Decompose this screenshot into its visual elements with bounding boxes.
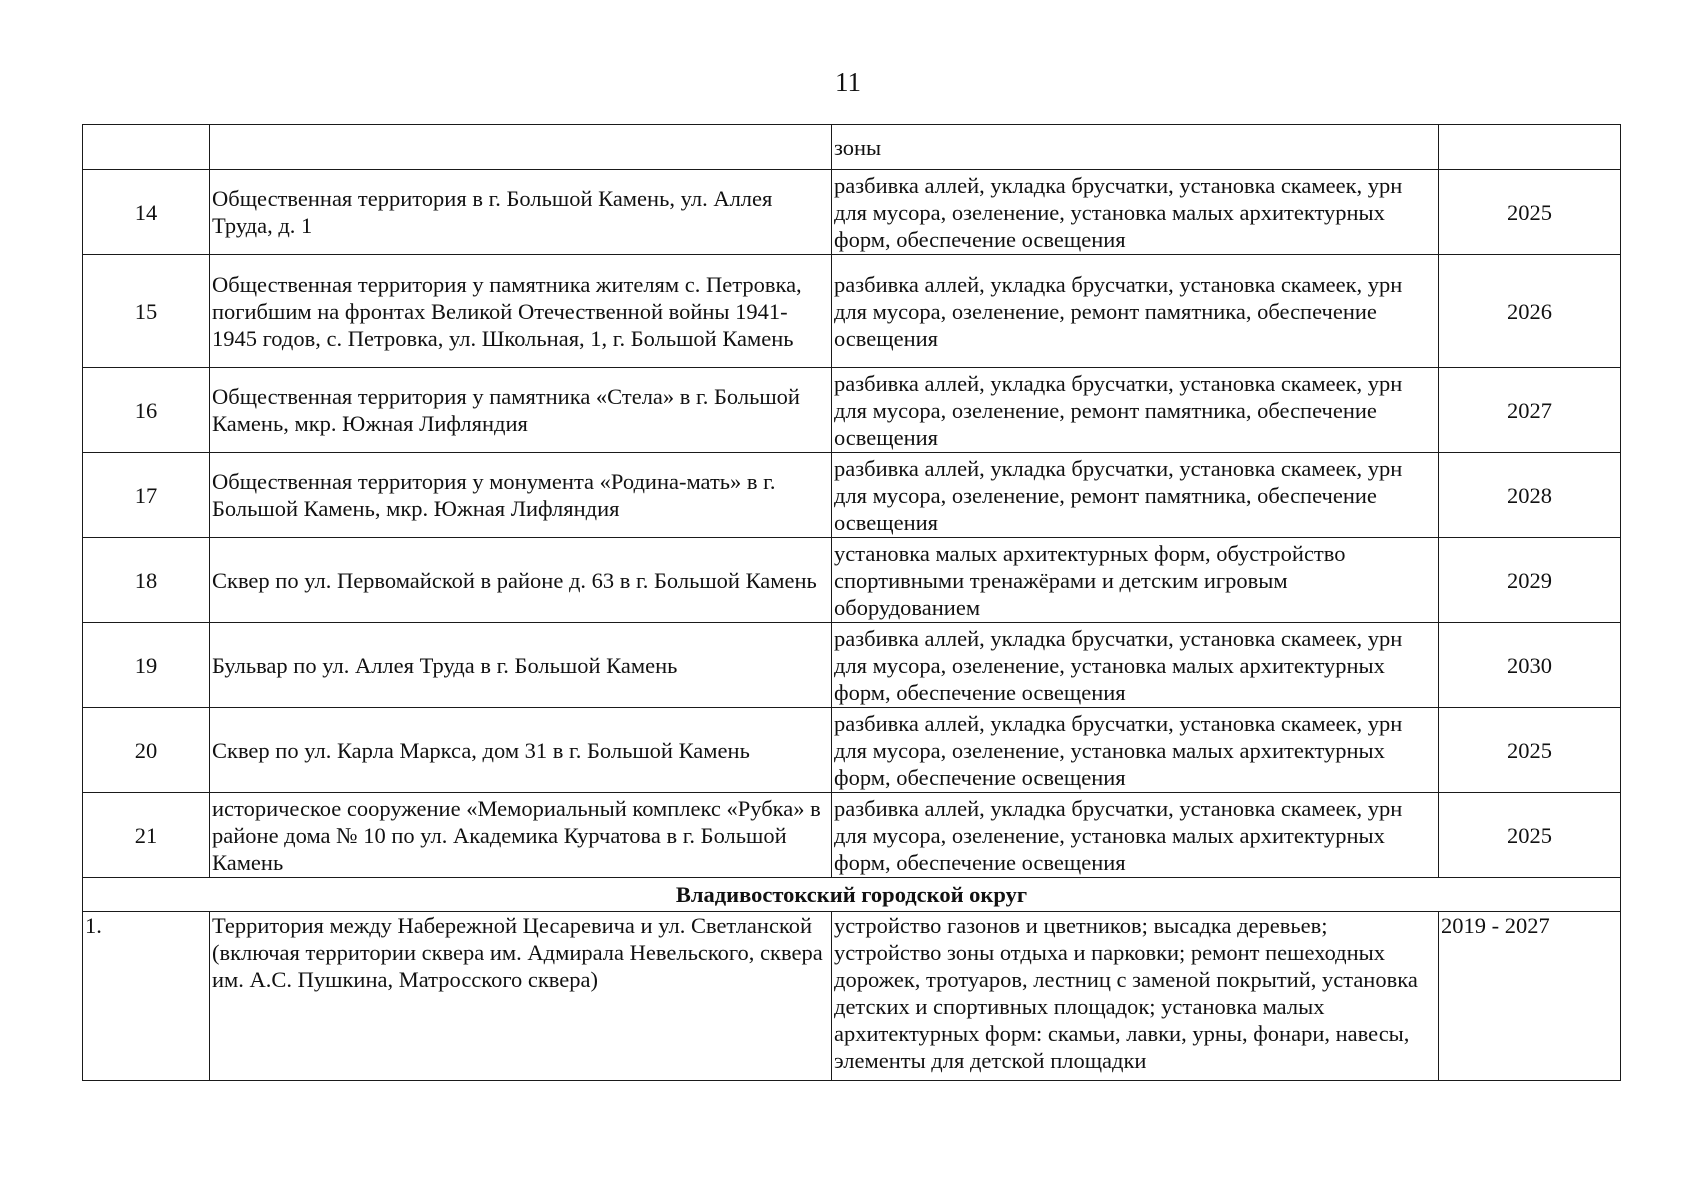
cell-year: 2030: [1439, 623, 1621, 708]
cell-territory-name: историческое сооружение «Мемориальный комплекс «Рубка» в районе дома № 10 по ул. Академика Курчатова в г. Большой Камень: [210, 793, 832, 878]
cell-territory-name: Общественная территория у памятника «Стела» в г. Большой Камень, мкр. Южная Лифляндия: [210, 368, 832, 453]
page-number: 11: [835, 67, 861, 97]
table-row: [83, 793, 1621, 878]
table-row: [83, 623, 1621, 708]
section-title: Владивостокский городской округ: [83, 878, 1621, 912]
cell-works: разбивка аллей, укладка брусчатки, установка скамеек, урн для мусора, озеленение, установка малых архитектурных форм, обеспечение освещения: [832, 793, 1439, 878]
cell-works: разбивка аллей, укладка брусчатки, установка скамеек, урн для мусора, озеленение, установка малых архитектурных форм, обеспечение освещения: [832, 170, 1439, 255]
cell-year: 2026: [1439, 255, 1621, 368]
cell-works: зоны: [832, 125, 1439, 170]
cell-year: 2025: [1439, 793, 1621, 878]
cell-works: разбивка аллей, укладка брусчатки, установка скамеек, урн для мусора, озеленение, ремонт памятника, обеспечение освещения: [832, 453, 1439, 538]
table-row-continuation: [83, 125, 1621, 170]
cell-number: 19: [83, 623, 210, 708]
cell-year: 2028: [1439, 453, 1621, 538]
cell-number: 17: [83, 453, 210, 538]
table-row: [83, 912, 1621, 1081]
section-heading-row: [83, 878, 1621, 912]
cell-year: 2027: [1439, 368, 1621, 453]
cell-works: разбивка аллей, укладка брусчатки, установка скамеек, урн для мусора, озеленение, ремонт памятника, обеспечение освещения: [832, 255, 1439, 368]
cell-territory-name: Сквер по ул. Первомайской в районе д. 63 в г. Большой Камень: [210, 538, 832, 623]
cell-number: 20: [83, 708, 210, 793]
cell-works: разбивка аллей, укладка брусчатки, установка скамеек, урн для мусора, озеленение, установка малых архитектурных форм, обеспечение освещения: [832, 623, 1439, 708]
table-row: [83, 538, 1621, 623]
cell-year: 2025: [1439, 708, 1621, 793]
cell-year: 2019 - 2027: [1439, 912, 1621, 1081]
cell-territory-name: [210, 125, 832, 170]
territories-table: [82, 124, 1621, 1081]
cell-number: 18: [83, 538, 210, 623]
cell-number: 14: [83, 170, 210, 255]
cell-number: 15: [83, 255, 210, 368]
cell-year: 2029: [1439, 538, 1621, 623]
table-row: [83, 368, 1621, 453]
cell-number: 1.: [83, 912, 210, 1081]
cell-works: разбивка аллей, укладка брусчатки, установка скамеек, урн для мусора, озеленение, ремонт памятника, обеспечение освещения: [832, 368, 1439, 453]
cell-territory-name: Общественная территория у монумента «Родина-мать» в г. Большой Камень, мкр. Южная Лифляндия: [210, 453, 832, 538]
table-row: [83, 255, 1621, 368]
cell-number: [83, 125, 210, 170]
cell-territory-name: Сквер по ул. Карла Маркса, дом 31 в г. Большой Камень: [210, 708, 832, 793]
cell-number: 16: [83, 368, 210, 453]
table-row: [83, 170, 1621, 255]
cell-works: устройство газонов и цветников; высадка деревьев; устройство зоны отдыха и парковки; ремонт пешеходных дорожек, тротуаров, лестниц с заменой покрытий, установка детских и спортивных площадок; установка малых архитектурных форм: скамьи, лавки, урны, фонари, навесы, элементы для детской площадки: [832, 912, 1439, 1081]
cell-works: установка малых архитектурных форм, обустройство спортивными тренажёрами и детским игровым оборудованием: [832, 538, 1439, 623]
cell-territory-name: Общественная территория у памятника жителям с. Петровка, погибшим на фронтах Великой Отечественной войны 1941-1945 годов, с. Петровка, ул. Школьная, 1, г. Большой Камень: [210, 255, 832, 368]
cell-number: 21: [83, 793, 210, 878]
table-row: [83, 708, 1621, 793]
cell-territory-name: Территория между Набережной Цесаревича и ул. Светланской (включая территории сквера им. Адмирала Невельского, сквера им. А.С. Пушкина, Матросского сквера): [210, 912, 832, 1081]
cell-year: [1439, 125, 1621, 170]
cell-works: разбивка аллей, укладка брусчатки, установка скамеек, урн для мусора, озеленение, установка малых архитектурных форм, обеспечение освещения: [832, 708, 1439, 793]
cell-territory-name: Общественная территория в г. Большой Камень, ул. Аллея Труда, д. 1: [210, 170, 832, 255]
cell-territory-name: Бульвар по ул. Аллея Труда в г. Большой Камень: [210, 623, 832, 708]
cell-year: 2025: [1439, 170, 1621, 255]
table-row: [83, 453, 1621, 538]
